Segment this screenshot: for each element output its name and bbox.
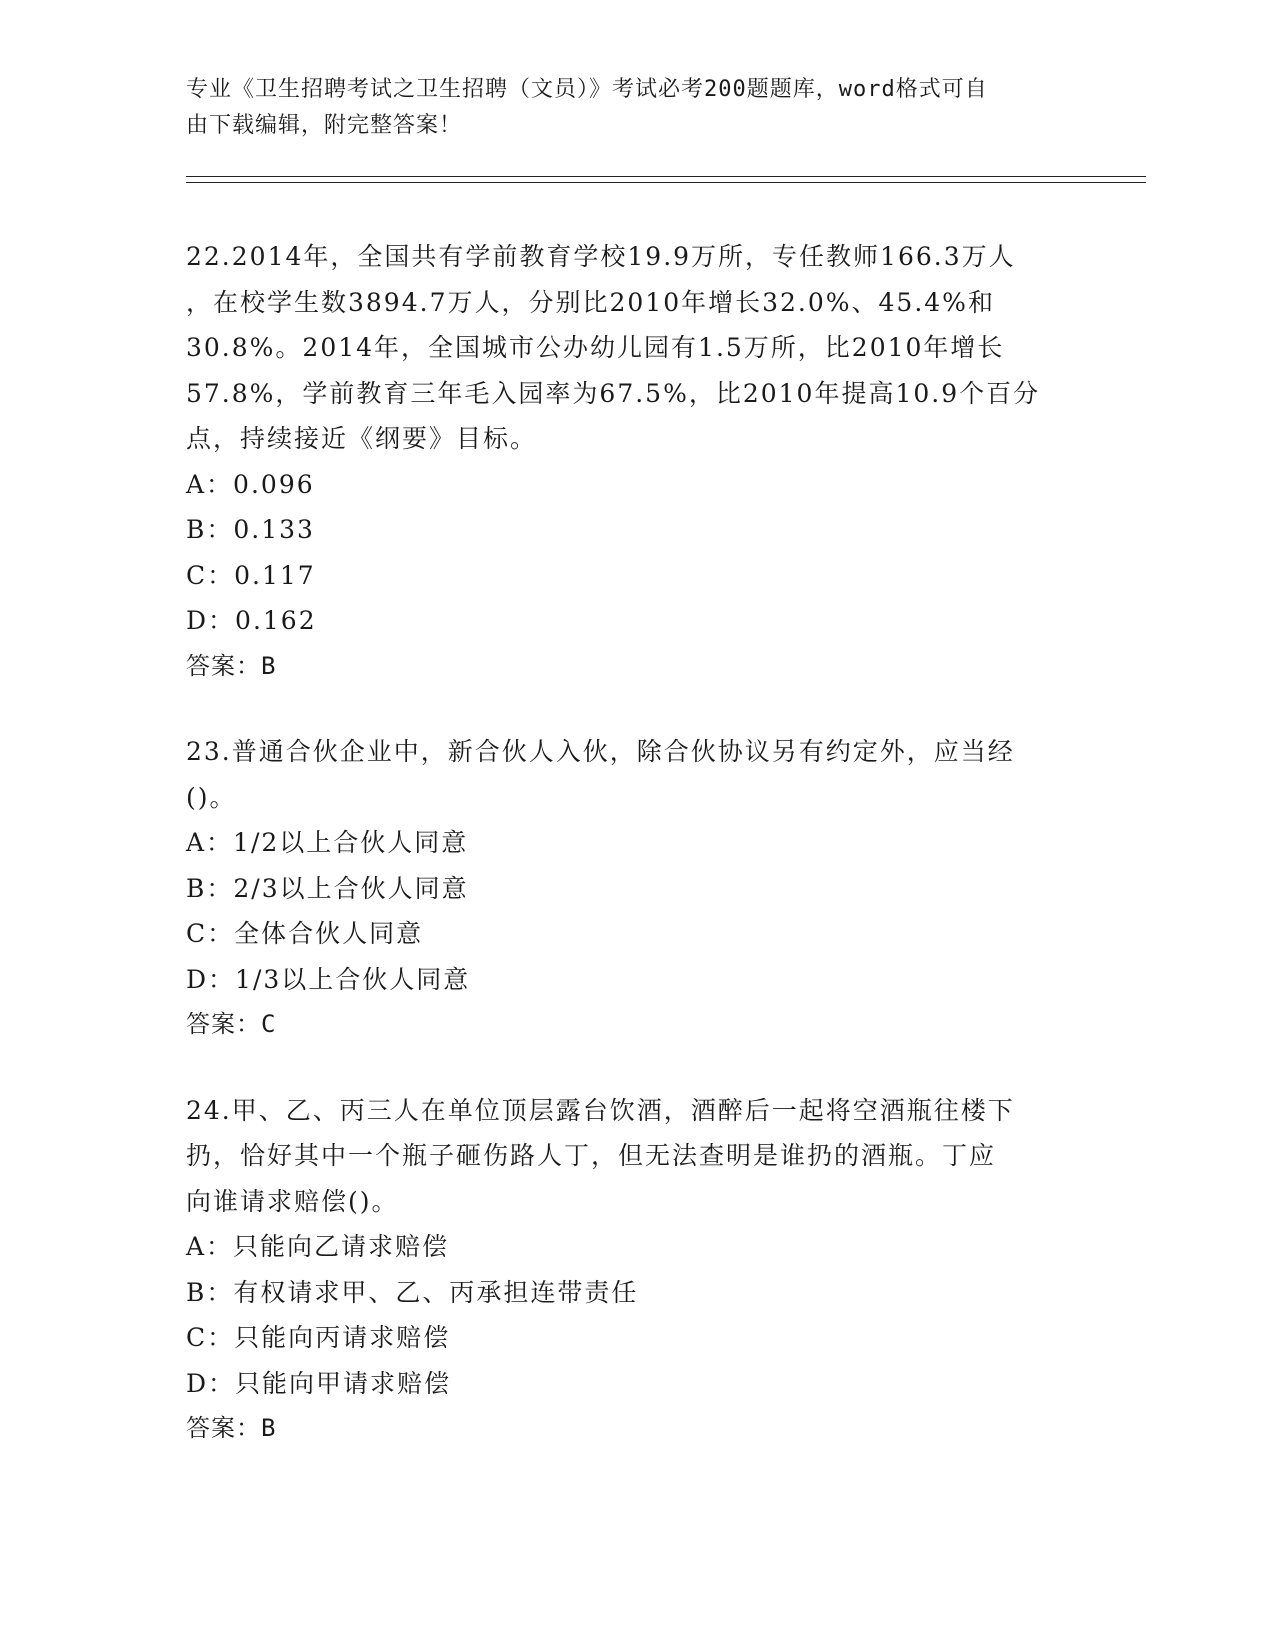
option-b: B：有权请求甲、乙、丙承担连带责任 xyxy=(186,1277,639,1307)
option-c: C：0.117 xyxy=(186,560,316,590)
answer-line: 答案：B xyxy=(186,1414,277,1442)
option-b: B：0.133 xyxy=(186,515,315,544)
question-list xyxy=(186,234,1086,1492)
question-stem-line: ，在校学生数3894.7万人，分别比2010年增长32.0%、45.4%和 xyxy=(186,287,995,317)
question-stem-line: 22.2014年，全国共有学前教育学校19.9万所，专任教师166.3万人 xyxy=(186,242,1016,271)
question-stem-line: 30.8%。2014年，全国城市公办幼儿园有1.5万所，比2010年增长 xyxy=(186,333,1005,362)
option-d: D：1/3以上合伙人同意 xyxy=(186,964,471,994)
question-stem-line: 23.普通合伙企业中，新合伙人入伙，除合伙协议另有约定外，应当经 xyxy=(186,737,1015,766)
question-stem-line: ()。 xyxy=(186,782,237,812)
header-line-1: 专业《卫生招聘考试之卫生招聘（文员）》考试必考200题题库，word格式可自 xyxy=(186,77,988,102)
question-22 xyxy=(186,234,1086,689)
option-b: B：2/3以上合伙人同意 xyxy=(186,873,469,903)
question-stem-line: 57.8%，学前教育三年毛入园率为67.5%，比2010年提高10.9个百分 xyxy=(186,378,1041,408)
option-a: A：0.096 xyxy=(186,469,315,499)
option-a: A：只能向乙请求赔偿 xyxy=(186,1232,450,1261)
question-23 xyxy=(186,729,1086,1048)
question-stem-line: 24.甲、乙、丙三人在单位顶层露台饮酒，酒醉后一起将空酒瓶往楼下 xyxy=(186,1095,1015,1125)
header-double-rule xyxy=(186,176,1146,183)
header-line-2: 由下载编辑，附完整答案！ xyxy=(186,113,463,138)
question-stem-line: 扔，恰好其中一个瓶子砸伤路人丁，但无法查明是谁扔的酒瓶。丁应 xyxy=(186,1141,997,1170)
question-24 xyxy=(186,1088,1086,1452)
option-c: C：全体合伙人同意 xyxy=(186,919,424,948)
question-stem-line: 点，持续接近《纲要》目标。 xyxy=(186,424,538,453)
option-d: D：0.162 xyxy=(186,606,317,635)
option-a: A：1/2以上合伙人同意 xyxy=(186,828,469,857)
answer-line: 答案：C xyxy=(186,1010,277,1038)
document-header xyxy=(186,72,1086,144)
answer-line: 答案：B xyxy=(186,651,277,680)
option-d: D：只能向甲请求赔偿 xyxy=(186,1368,452,1398)
question-stem-line: 向谁请求赔偿()。 xyxy=(186,1186,399,1216)
option-c: C：只能向丙请求赔偿 xyxy=(186,1323,451,1352)
